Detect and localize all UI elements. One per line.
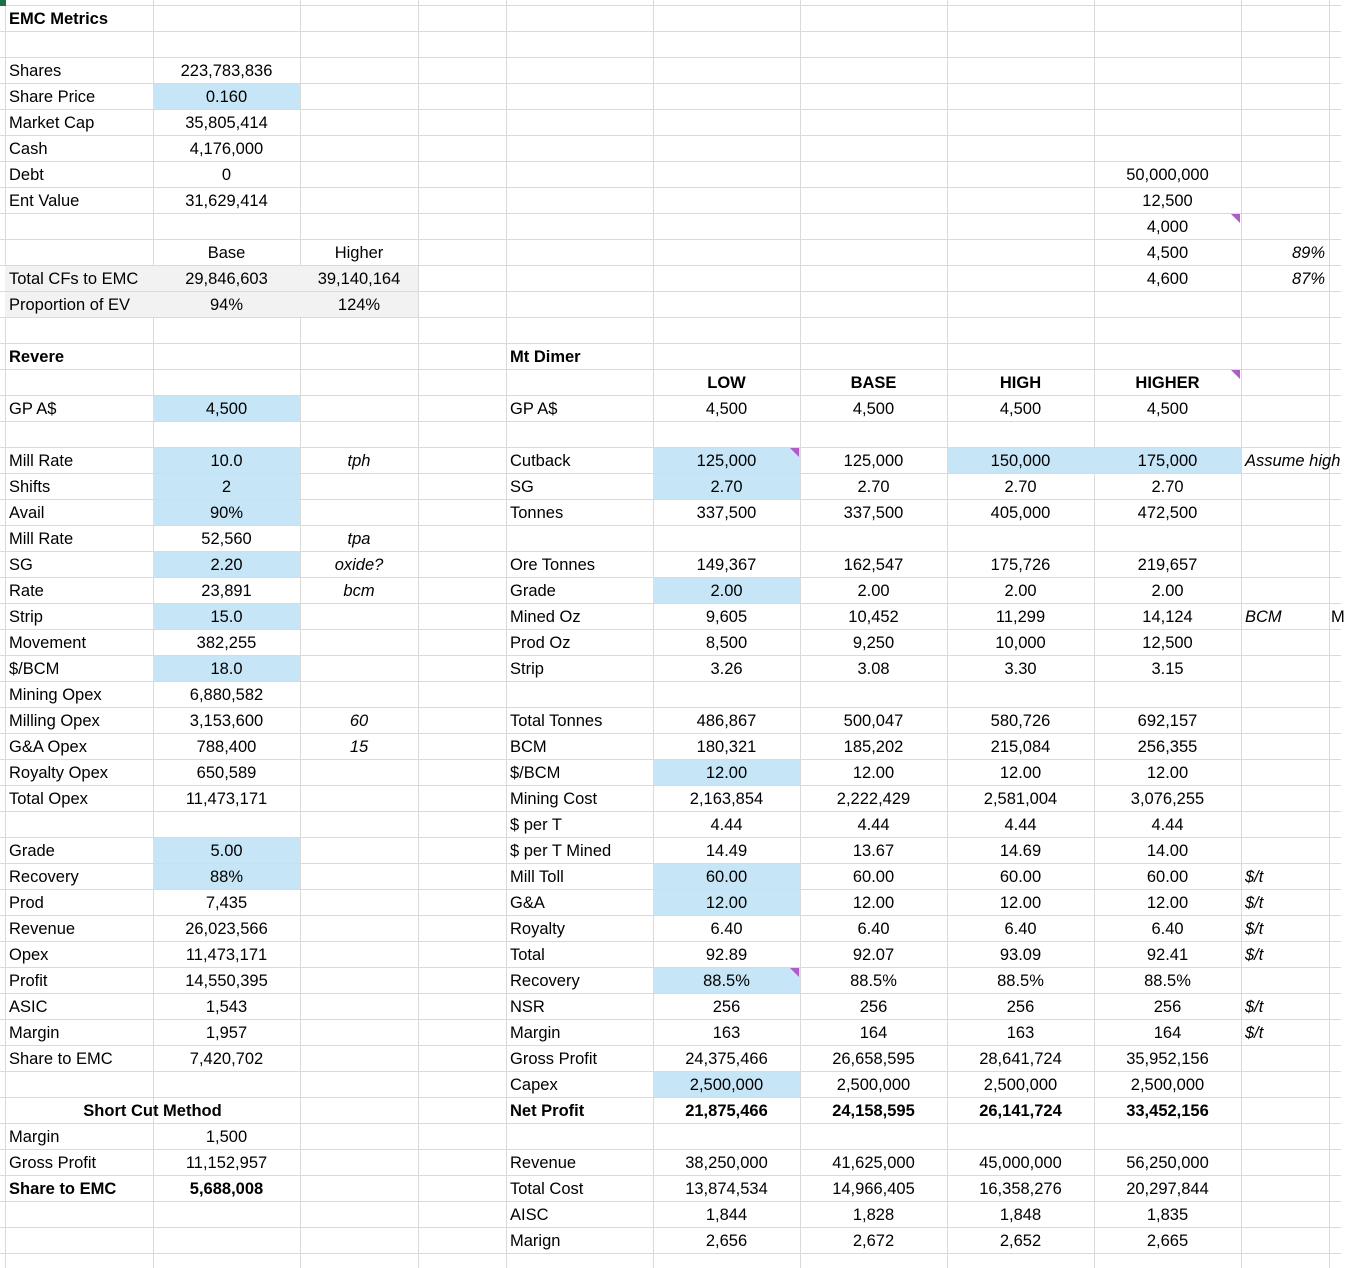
dimer-value[interactable]: 125,000 <box>843 452 904 470</box>
sensitivity-percent[interactable]: 87% <box>1291 270 1325 288</box>
revere-label[interactable]: Rate <box>9 582 44 600</box>
dimer-value[interactable]: 12.00 <box>852 894 895 912</box>
revere-note[interactable]: oxide? <box>334 556 384 574</box>
revere-label[interactable]: Profit <box>9 972 48 990</box>
dimer-value[interactable]: 2,500,000 <box>836 1076 911 1094</box>
dimer-value[interactable]: 3.15 <box>1151 660 1184 678</box>
dimer-value[interactable]: 2,665 <box>1146 1232 1189 1250</box>
revere-value[interactable]: 14,550,395 <box>185 972 268 990</box>
revere-label[interactable]: Revenue <box>9 920 76 938</box>
selection-handle-icon <box>0 0 6 6</box>
dimer-value[interactable]: 185,202 <box>843 738 904 756</box>
revere-label[interactable]: Avail <box>9 504 45 522</box>
emc-label[interactable]: Debt <box>9 166 44 184</box>
dimer-value[interactable]: 4,500 <box>999 400 1042 418</box>
dimer-value[interactable]: 1,835 <box>1146 1206 1189 1224</box>
dimer-value[interactable]: 3.30 <box>1004 660 1037 678</box>
gridline-vertical <box>1329 0 1330 1268</box>
dimer-value[interactable]: 256 <box>712 998 741 1016</box>
revere-note[interactable]: 15 <box>349 738 369 756</box>
dimer-value[interactable]: 337,500 <box>696 504 757 522</box>
dimer-value[interactable]: 60.00 <box>852 868 895 886</box>
comment-indicator-icon[interactable] <box>1231 370 1240 379</box>
dimer-value[interactable]: 149,367 <box>696 556 757 574</box>
revere-label[interactable]: Shifts <box>9 478 51 496</box>
revere-value[interactable]: 2 <box>221 478 232 496</box>
dimer-label[interactable]: Mill Toll <box>510 868 564 886</box>
dimer-value[interactable]: 60.00 <box>999 868 1042 886</box>
revere-value[interactable]: 10.0 <box>210 452 243 470</box>
dimer-value[interactable]: 2,652 <box>999 1232 1042 1250</box>
dimer-value[interactable]: 2,500,000 <box>983 1076 1058 1094</box>
revere-value[interactable]: 5.00 <box>210 842 243 860</box>
sensitivity-value[interactable]: 12,500 <box>1142 192 1193 210</box>
dimer-label[interactable]: GP A$ <box>510 400 558 418</box>
dimer-label[interactable]: Gross Profit <box>510 1050 598 1068</box>
dimer-label[interactable]: Total Cost <box>510 1180 584 1198</box>
dimer-value[interactable]: 164 <box>859 1024 888 1042</box>
dimer-label[interactable]: NSR <box>510 998 545 1016</box>
dimer-value[interactable]: 256,355 <box>1137 738 1198 756</box>
revere-note[interactable]: tph <box>347 452 371 470</box>
revere-label[interactable]: Mill Rate <box>9 530 74 548</box>
dimer-unit-note[interactable]: $/t <box>1245 920 1264 938</box>
dimer-value[interactable]: 162,547 <box>843 556 904 574</box>
revere-value[interactable]: 52,560 <box>201 530 252 548</box>
emc-value[interactable]: 0.160 <box>205 88 248 106</box>
dimer-label[interactable]: Cutback <box>510 452 571 470</box>
dimer-value[interactable]: 6.40 <box>1004 920 1037 938</box>
revere-value[interactable]: 3,153,600 <box>189 712 264 730</box>
dimer-value[interactable]: 6.40 <box>710 920 743 938</box>
revere-value[interactable]: 4,500 <box>205 400 248 418</box>
revere-label[interactable]: Royalty Opex <box>9 764 109 782</box>
comment-indicator-icon[interactable] <box>790 448 799 457</box>
gridline-vertical <box>418 0 419 1268</box>
dimer-value[interactable]: 9,605 <box>705 608 748 626</box>
dimer-value[interactable]: 163 <box>1006 1024 1035 1042</box>
cf-base-value[interactable]: 29,846,603 <box>185 270 268 288</box>
dimer-value[interactable]: 12.00 <box>1146 764 1189 782</box>
shortcut-value[interactable]: 11,152,957 <box>185 1154 268 1172</box>
sensitivity-percent[interactable]: 89% <box>1291 244 1325 262</box>
shortcut-value[interactable]: 1,500 <box>205 1128 248 1146</box>
emc-value[interactable]: 31,629,414 <box>185 192 268 210</box>
dimer-label[interactable]: Total <box>510 946 545 964</box>
dimer-value[interactable]: 13,874,534 <box>685 1180 768 1198</box>
dimer-unit-note[interactable]: $/t <box>1245 868 1264 886</box>
dimer-value[interactable]: 180,321 <box>696 738 757 756</box>
dimer-value[interactable]: 13.67 <box>852 842 895 860</box>
dimer-label[interactable]: Prod Oz <box>510 634 571 652</box>
dimer-label[interactable]: Mined Oz <box>510 608 581 626</box>
cf-label[interactable]: Total CFs to EMC <box>9 270 139 288</box>
dimer-value[interactable]: 1,848 <box>999 1206 1042 1224</box>
revere-value[interactable]: 11,473,171 <box>185 790 268 808</box>
dimer-value[interactable]: 2.70 <box>1004 478 1037 496</box>
revere-label[interactable]: Mining Opex <box>9 686 102 704</box>
dimer-value[interactable]: 9,250 <box>852 634 895 652</box>
revere-label[interactable]: Margin <box>9 1024 60 1042</box>
dimer-value[interactable]: 4,500 <box>705 400 748 418</box>
revere-value[interactable]: 90% <box>209 504 244 522</box>
dimer-value[interactable]: 12.00 <box>705 894 748 912</box>
cf-higher-value[interactable]: 124% <box>337 296 381 314</box>
revere-value[interactable]: 7,420,702 <box>189 1050 264 1068</box>
dimer-value[interactable]: 1,828 <box>852 1206 895 1224</box>
dimer-value[interactable]: 256 <box>1153 998 1182 1016</box>
dimer-value[interactable]: 2,500,000 <box>689 1076 764 1094</box>
revere-label[interactable]: SG <box>9 556 33 574</box>
dimer-unit-note[interactable]: $/t <box>1245 894 1264 912</box>
dimer-value[interactable]: 6.40 <box>1151 920 1184 938</box>
dimer-value[interactable]: 28,641,724 <box>979 1050 1062 1068</box>
dimer-value[interactable]: 12.00 <box>1146 894 1189 912</box>
emc-value[interactable]: 223,783,836 <box>180 62 273 80</box>
dimer-value[interactable]: 2,581,004 <box>983 790 1058 808</box>
dimer-value[interactable]: 215,084 <box>990 738 1051 756</box>
dimer-value[interactable]: 20,297,844 <box>1126 1180 1209 1198</box>
emc-title[interactable]: EMC Metrics <box>9 10 109 28</box>
dimer-value[interactable]: 38,250,000 <box>685 1154 768 1172</box>
scenario-header[interactable]: BASE <box>850 374 897 392</box>
dimer-value[interactable]: 405,000 <box>990 504 1051 522</box>
dimer-label[interactable]: BCM <box>510 738 547 756</box>
dimer-unit-note[interactable]: $/t <box>1245 946 1264 964</box>
revere-label[interactable]: Opex <box>9 946 49 964</box>
dimer-label[interactable]: Net Profit <box>510 1102 585 1120</box>
dimer-value[interactable]: 26,141,724 <box>979 1102 1062 1120</box>
revere-label[interactable]: ASIC <box>9 998 48 1016</box>
dimer-value[interactable]: 125,000 <box>696 452 757 470</box>
revere-value[interactable]: 2.20 <box>210 556 243 574</box>
dimer-value[interactable]: 1,844 <box>705 1206 748 1224</box>
scenario-header[interactable]: LOW <box>707 374 746 392</box>
shortcut-label[interactable]: Margin <box>9 1128 60 1146</box>
sensitivity-value[interactable]: 4,000 <box>1146 218 1189 236</box>
dimer-value[interactable]: 35,952,156 <box>1126 1050 1209 1068</box>
dimer-value[interactable]: 24,158,595 <box>832 1102 915 1120</box>
dimer-value[interactable]: 92.41 <box>1146 946 1189 964</box>
cf-label[interactable]: Proportion of EV <box>9 296 131 314</box>
sensitivity-value[interactable]: 4,600 <box>1146 270 1189 288</box>
revere-note[interactable]: 60 <box>349 712 369 730</box>
dimer-value[interactable]: 4.44 <box>1151 816 1184 834</box>
emc-value[interactable]: 35,805,414 <box>185 114 268 132</box>
revere-value[interactable]: 1,543 <box>205 998 248 1016</box>
dimer-value[interactable]: 4.44 <box>857 816 890 834</box>
dimer-value[interactable]: 337,500 <box>843 504 904 522</box>
dimer-value[interactable]: 12.00 <box>999 764 1042 782</box>
dimer-label[interactable]: $ per T Mined <box>510 842 612 860</box>
emc-label[interactable]: Share Price <box>9 88 96 106</box>
revere-value[interactable]: 6,880,582 <box>189 686 264 704</box>
dimer-value[interactable]: 2,222,429 <box>836 790 911 808</box>
revere-value[interactable]: 650,589 <box>196 764 257 782</box>
base-header[interactable]: Base <box>207 244 246 262</box>
dimer-value[interactable]: 4,500 <box>852 400 895 418</box>
dimer-value[interactable]: 2,672 <box>852 1232 895 1250</box>
dimer-value[interactable]: 88.5% <box>850 972 897 990</box>
shortcut-value[interactable]: 5,688,008 <box>189 1180 264 1198</box>
revere-label[interactable]: Grade <box>9 842 55 860</box>
revere-label[interactable]: Milling Opex <box>9 712 100 730</box>
dimer-label[interactable]: Strip <box>510 660 544 678</box>
dimer-value[interactable]: 2.00 <box>1004 582 1037 600</box>
dimer-value[interactable]: 92.89 <box>705 946 748 964</box>
dimer-label[interactable]: $ per T <box>510 816 562 834</box>
revere-note[interactable]: bcm <box>343 582 375 600</box>
dimer-value[interactable]: 88.5% <box>1144 972 1191 990</box>
revere-value[interactable]: 26,023,566 <box>185 920 268 938</box>
dimer-value[interactable]: 12.00 <box>999 894 1042 912</box>
dimer-value[interactable]: 175,726 <box>990 556 1051 574</box>
dimer-label[interactable]: Total Tonnes <box>510 712 603 730</box>
dimer-value[interactable]: 2.00 <box>1151 582 1184 600</box>
dimer-value[interactable]: 12.00 <box>852 764 895 782</box>
dimer-value[interactable]: 4,500 <box>1146 400 1189 418</box>
dimer-value[interactable]: 24,375,466 <box>685 1050 768 1068</box>
dimer-value[interactable]: 11,299 <box>995 608 1046 626</box>
dimer-label[interactable]: AISC <box>510 1206 549 1224</box>
dimer-value[interactable]: 14,124 <box>1142 608 1193 626</box>
dimer-label[interactable]: Grade <box>510 582 556 600</box>
revere-value[interactable]: 88% <box>209 868 244 886</box>
gridline-vertical <box>300 0 301 1268</box>
dimer-value[interactable]: 4.44 <box>1004 816 1037 834</box>
dimer-value[interactable]: 26,658,595 <box>832 1050 915 1068</box>
revere-value[interactable]: 15.0 <box>210 608 243 626</box>
revere-label[interactable]: Mill Rate <box>9 452 74 470</box>
dimer-unit-note[interactable]: BCM <box>1245 608 1282 626</box>
dimer-value[interactable]: 486,867 <box>696 712 757 730</box>
revere-value[interactable]: 1,957 <box>205 1024 248 1042</box>
scenario-header[interactable]: HIGH <box>999 374 1042 392</box>
dimer-value[interactable]: 2.00 <box>857 582 890 600</box>
gridline-vertical <box>1241 0 1242 1268</box>
dimer-value[interactable]: 14,966,405 <box>832 1180 915 1198</box>
revere-label[interactable]: GP A$ <box>9 400 57 418</box>
gridline-horizontal <box>0 343 1341 344</box>
dimer-value[interactable]: 21,875,466 <box>685 1102 768 1120</box>
dimer-value[interactable]: 45,000,000 <box>979 1154 1062 1172</box>
clipped-cell[interactable]: M <box>1331 608 1345 626</box>
dimer-value[interactable]: 12,500 <box>1142 634 1193 652</box>
dimer-value[interactable]: 500,047 <box>843 712 904 730</box>
dimer-value[interactable]: 6.40 <box>857 920 890 938</box>
dimer-value[interactable]: 14.00 <box>1146 842 1189 860</box>
dimer-value[interactable]: 10,000 <box>995 634 1046 652</box>
dimer-value[interactable]: 8,500 <box>705 634 748 652</box>
revere-value[interactable]: 18.0 <box>210 660 243 678</box>
dimer-value[interactable]: 4.44 <box>710 816 743 834</box>
emc-value[interactable]: 4,176,000 <box>189 140 264 158</box>
dimer-label[interactable]: Revenue <box>510 1154 577 1172</box>
revere-value[interactable]: 788,400 <box>196 738 257 756</box>
dimer-value[interactable]: 3.08 <box>857 660 890 678</box>
revere-value[interactable]: 23,891 <box>201 582 252 600</box>
revere-label[interactable]: Prod <box>9 894 44 912</box>
emc-label[interactable]: Cash <box>9 140 48 158</box>
dimer-unit-note[interactable]: Assume high <box>1245 452 1341 470</box>
dimer-value[interactable]: 60.00 <box>1146 868 1189 886</box>
revere-label[interactable]: Movement <box>9 634 87 652</box>
revere-label[interactable]: Total Opex <box>9 790 88 808</box>
dimer-value[interactable]: 256 <box>1006 998 1035 1016</box>
cf-higher-value[interactable]: 39,140,164 <box>317 270 401 288</box>
revere-value[interactable]: 11,473,171 <box>185 946 268 964</box>
dimer-value[interactable]: 2,656 <box>705 1232 748 1250</box>
dimer-value[interactable]: 2,163,854 <box>689 790 764 808</box>
dimer-label[interactable]: $/BCM <box>510 764 561 782</box>
dimer-value[interactable]: 150,000 <box>990 452 1051 470</box>
shortcut-label[interactable]: Gross Profit <box>9 1154 97 1172</box>
dimer-value[interactable]: 163 <box>712 1024 741 1042</box>
dimer-label[interactable]: Capex <box>510 1076 558 1094</box>
dimer-value[interactable]: 10,452 <box>848 608 899 626</box>
dimer-unit-note[interactable]: $/t <box>1245 1024 1264 1042</box>
shortcut-label[interactable]: Share to EMC <box>9 1180 117 1198</box>
dimer-value[interactable]: 580,726 <box>990 712 1051 730</box>
dimer-value[interactable]: 164 <box>1153 1024 1182 1042</box>
dimer-value[interactable]: 14.69 <box>999 842 1042 860</box>
dimer-value[interactable]: 219,657 <box>1137 556 1198 574</box>
shortcut-title[interactable]: Short Cut Method <box>83 1102 222 1120</box>
emc-label[interactable]: Market Cap <box>9 114 95 132</box>
revere-title[interactable]: Revere <box>9 348 65 366</box>
dimer-value[interactable]: 92.07 <box>852 946 895 964</box>
revere-note[interactable]: tpa <box>347 530 371 548</box>
revere-value[interactable]: 7,435 <box>205 894 248 912</box>
dimer-value[interactable]: 60.00 <box>705 868 748 886</box>
revere-label[interactable]: $/BCM <box>9 660 60 678</box>
sensitivity-value[interactable]: 50,000,000 <box>1126 166 1209 184</box>
revere-label[interactable]: G&A Opex <box>9 738 87 756</box>
dimer-value[interactable]: 3,076,255 <box>1130 790 1205 808</box>
dimer-value[interactable]: 3.26 <box>710 660 743 678</box>
dimer-label[interactable]: Tonnes <box>510 504 564 522</box>
dimer-label[interactable]: Marign <box>510 1232 561 1250</box>
dimer-value[interactable]: 2.70 <box>857 478 890 496</box>
dimer-value[interactable]: 2.70 <box>1151 478 1184 496</box>
dimer-value[interactable]: 41,625,000 <box>832 1154 915 1172</box>
dimer-value[interactable]: 2,500,000 <box>1130 1076 1205 1094</box>
dimer-title[interactable]: Mt Dimer <box>510 348 581 366</box>
revere-label[interactable]: Strip <box>9 608 43 626</box>
dimer-value[interactable]: 14.49 <box>705 842 748 860</box>
dimer-value[interactable]: 12.00 <box>705 764 748 782</box>
dimer-value[interactable]: 88.5% <box>703 972 750 990</box>
emc-value[interactable]: 0 <box>221 166 232 184</box>
revere-label[interactable]: Share to EMC <box>9 1050 113 1068</box>
dimer-value[interactable]: 88.5% <box>997 972 1044 990</box>
comment-indicator-icon[interactable] <box>1231 214 1240 223</box>
dimer-value[interactable]: 2.00 <box>710 582 743 600</box>
dimer-label[interactable]: SG <box>510 478 534 496</box>
dimer-value[interactable]: 692,157 <box>1137 712 1198 730</box>
dimer-value[interactable]: 33,452,156 <box>1126 1102 1209 1120</box>
emc-label[interactable]: Ent Value <box>9 192 80 210</box>
revere-value[interactable]: 382,255 <box>196 634 257 652</box>
comment-indicator-icon[interactable] <box>790 968 799 977</box>
higher-header[interactable]: Higher <box>334 244 384 262</box>
dimer-label[interactable]: Royalty <box>510 920 566 938</box>
emc-label[interactable]: Shares <box>9 62 62 80</box>
dimer-value[interactable]: 175,000 <box>1137 452 1198 470</box>
dimer-unit-note[interactable]: $/t <box>1245 998 1264 1016</box>
dimer-label[interactable]: Recovery <box>510 972 580 990</box>
sensitivity-value[interactable]: 4,500 <box>1146 244 1189 262</box>
dimer-label[interactable]: Margin <box>510 1024 561 1042</box>
dimer-value[interactable]: 256 <box>859 998 888 1016</box>
dimer-value[interactable]: 16,358,276 <box>979 1180 1062 1198</box>
revere-label[interactable]: Recovery <box>9 868 79 886</box>
dimer-value[interactable]: 472,500 <box>1137 504 1198 522</box>
dimer-label[interactable]: Ore Tonnes <box>510 556 595 574</box>
dimer-label[interactable]: G&A <box>510 894 545 912</box>
cf-base-value[interactable]: 94% <box>209 296 244 314</box>
dimer-value[interactable]: 93.09 <box>999 946 1042 964</box>
dimer-label[interactable]: Mining Cost <box>510 790 598 808</box>
dimer-value[interactable]: 2.70 <box>710 478 743 496</box>
dimer-value[interactable]: 56,250,000 <box>1126 1154 1209 1172</box>
scenario-header[interactable]: HIGHER <box>1135 374 1200 392</box>
